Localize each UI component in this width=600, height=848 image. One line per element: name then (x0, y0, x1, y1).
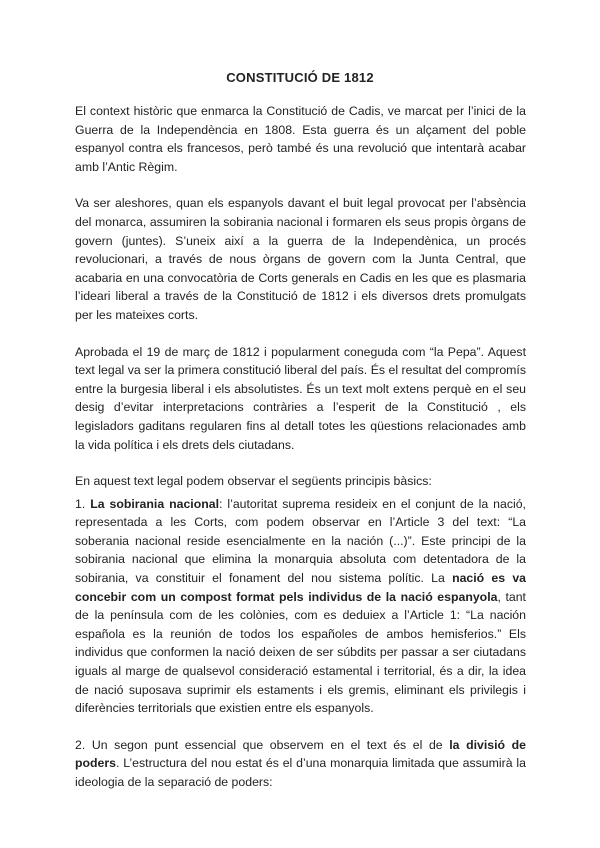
paragraph-pepa: Aprobada el 19 de març de 1812 i popularment coneguda com “la Pepa”. Aquest text legal va ser la primera constitució liberal del país. És el resultat del compromís entre la burgesia liberal i els absolutistes. És un text molt extens perquè en el seu desig d’evitar interpretacions contràries a l’esperit de la Constitució , els legisladors gaditans regularen fins al detall totes les qüestions relacionades amb la vida política i els drets dels ciutadans. (75, 344, 526, 452)
principle-2-text-b: . L’estructura del nou estat és el d’una monarquia limitada que assumirà la ideologia de la separació de poders: (75, 756, 526, 789)
paragraph-principle-2 (75, 736, 526, 792)
principle-1-bold-phrase: nació es va concebir com un compost format pels individus de la nació espanyola (75, 571, 526, 604)
paragraph-juntes: Va ser aleshores, quan els espanyols davant el buit legal provocat per l’absència del monarca, assumiren la sobirania nacional i formaren els seus propis òrgans de govern (juntes). S’uneix així a la guerra de la Independènica, un procés revolucionari, a través de nous òrgans de govern com la Junta Central, que acabaria en una convocatòria de Corts generals en Cadis en les que es plasmaria l’ideari liberal a través de la Constitució de 1812 i els diversos drets promulgats per les mateixes corts. (75, 196, 526, 322)
principle-2-term: la divisió de poders (75, 737, 526, 771)
principle-2-text-a: 2. Un segon punt essencial que observem en el text és el de (75, 737, 450, 752)
paragraph-principle-1 (75, 495, 526, 718)
document-title: CONSTITUCIÓ DE 1812 (226, 70, 374, 85)
principle-1-text-b: , tant de la península com de les colònies, com es deduiex a l’Article 1: “La nación española es la reunión de todos los españoles de ambos hemisferios.” Els individus que conformen la nació deixen de ser súbdits per passar a ser ciutadans iguals al marge de qualsevol consideració estamental i territorial, és a dir, la idea de nació suposava suprimir els estaments i els gremis, eliminant els privilegis i diferències territorials que existien entre els espanyols. (75, 589, 526, 716)
document-body (75, 102, 526, 810)
principle-1-text-a: : l’autoritat suprema resideix en el conjunt de la nació, representada a les Corts, com podem observar en l’Article 3 del text: “La soberania nacional reside esencialmente en la nación (...)”. Este principi de la sobirania nacional que elimina la monarquia absoluta com detentadora de la sobirania, va constituir el fonament del nou sistema polític. La (75, 496, 526, 586)
paragraph-context: El context històric que enmarca la Constitució de Cadis, ve marcat per l’inici de la Guerra de la Independència en 1808. Esta guerra és un alçament del poble espanyol contra els francesos, però també és una revolució que intentarà acabar amb l’Antic Règim. (75, 104, 526, 174)
principle-1-term: La sobirania nacional (90, 496, 219, 511)
paragraph-principles-intro: En aquest text legal podem observar el següents principis bàsics: (75, 474, 432, 489)
principle-1-number: 1. (75, 496, 91, 511)
